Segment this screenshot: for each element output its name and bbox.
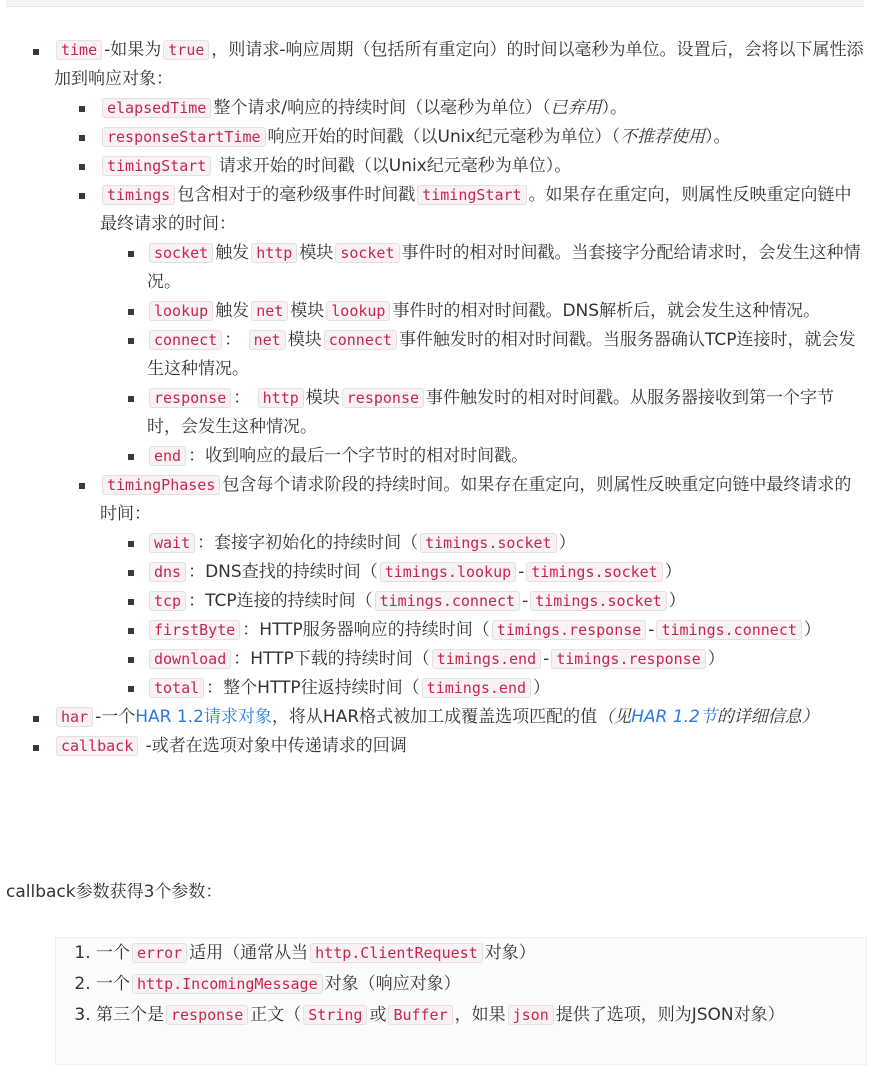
inline-code: timings (102, 185, 175, 205)
list-item-timingphases: timingPhases 包含每个请求阶段的持续时间。如果存在重定向，则属性反映重定向链中最终请求的时间： wait ：套接字初始化的持续时间（ timings.socket ） dns ：DNS查找的持续时间（ timings.lookup - timings.socket ） tcp ：TCP连接的持续时间（ timings.connect - timings.socket ） firstByte ：HTTP服务器响应的持续时间（ timings.response - timings.connect ） download ：HTTP下载的持续时间（ timings.end - timings.response ） total ：整个HTTP往返持续时间（ timings.end ） (100, 471, 864, 703)
list-item-connect: connect ： net 模块 connect 事件触发时的相对时间戳。当服务器确认TCP连接时，就会发生这种情况。 (147, 326, 864, 384)
options-list (54, 36, 864, 761)
inline-code: timings.connect (656, 620, 801, 640)
inline-code: timings.socket (526, 562, 662, 582)
inline-code: net (251, 301, 288, 321)
inline-code: dns (149, 562, 186, 582)
inline-code: socket (149, 243, 213, 263)
inline-code: lookup (326, 301, 390, 321)
callback-args-list (56, 938, 866, 1031)
inline-code: callback (56, 736, 138, 756)
inline-code: timings.connect (375, 591, 520, 611)
inline-code: timings.socket (420, 533, 556, 553)
list-item-dns: dns ：DNS查找的持续时间（ timings.lookup - timings.socket ） (147, 558, 864, 587)
inline-code: Buffer (388, 1005, 452, 1025)
inline-code: response (342, 388, 424, 408)
inline-code: timingPhases (102, 475, 220, 495)
inline-code: time (56, 40, 102, 60)
inline-code: timings.socket (530, 591, 666, 611)
inline-code: total (149, 678, 204, 698)
inline-code: net (249, 330, 286, 350)
har-request-link[interactable]: HAR 1.2请求对象 (135, 707, 272, 727)
callback-args-box (55, 937, 867, 1065)
inline-code: har (56, 707, 93, 727)
list-item-total: total ：整个HTTP往返持续时间（ timings.end ） (147, 674, 864, 703)
inline-code: timings.end (432, 649, 541, 669)
inline-code: http.IncomingMessage (132, 974, 323, 994)
list-item-response: response ： http 模块 response 事件触发时的相对时间戳。从服务器接收到第一个字节时，会发生这种情况。 (147, 384, 864, 442)
list-item-download: download ：HTTP下载的持续时间（ timings.end - timings.response ） (147, 645, 864, 674)
inline-code: elapsedTime (102, 98, 211, 118)
inline-code: tcp (149, 591, 186, 611)
inline-code: error (132, 943, 187, 963)
time-properties-list (100, 94, 864, 703)
inline-code: timings.response (551, 649, 706, 669)
inline-code: responseStartTime (102, 127, 266, 147)
inline-code: http (251, 243, 297, 263)
inline-code: lookup (149, 301, 213, 321)
inline-code: timingStart (417, 185, 526, 205)
list-item-har: har -一个HAR 1.2请求对象，将从HAR格式被加工成覆盖选项匹配的值（见HAR 1.2节的详细信息） (54, 703, 864, 732)
inline-code: timings.lookup (380, 562, 516, 582)
list-item-callback: callback -或者在选项对象中传递请求的回调 (54, 732, 864, 761)
har-section-link[interactable]: HAR 1.2节 (631, 707, 717, 727)
timing-phases-list (147, 529, 864, 703)
inline-code: json (508, 1005, 554, 1025)
list-item-lookup: lookup 触发 net 模块 lookup 事件时的相对时间戳。DNS解析后，就会发生这种情况。 (147, 297, 864, 326)
list-item-timingstart: timingStart 请求开始的时间戳（以Unix纪元毫秒为单位）。 (100, 152, 864, 181)
list-item-response-body: 3. 第三个是 response 正文（ String 或 Buffer ，如果 json 提供了选项，则为JSON对象） (96, 1000, 866, 1031)
inline-code: wait (149, 533, 195, 553)
list-item-firstbyte: firstByte ：HTTP服务器响应的持续时间（ timings.response - timings.connect ） (147, 616, 864, 645)
callback-params-paragraph: callback参数获得3个参数： (6, 882, 223, 902)
list-item-incoming-message: 2. 一个 http.IncomingMessage 对象（响应对象） (96, 969, 866, 1000)
list-item-responsestarttime: responseStartTime 响应开始的时间戳（以Unix纪元毫秒为单位）（不推荐使用）。 (100, 123, 864, 152)
list-item-elapsedtime: elapsedTime 整个请求/响应的持续时间（以毫秒为单位）（已弃用）。 (100, 94, 864, 123)
inline-code: firstByte (149, 620, 240, 640)
list-item-end: end ：收到响应的最后一个字节时的相对时间戳。 (147, 442, 864, 471)
inline-code: http.ClientRequest (310, 943, 483, 963)
inline-code: timingStart (102, 156, 211, 176)
inline-code: timings.end (422, 678, 531, 698)
inline-code: response (166, 1005, 248, 1025)
inline-code: String (303, 1005, 367, 1025)
inline-code: connect (149, 330, 222, 350)
inline-code: socket (335, 243, 399, 263)
inline-code: download (149, 649, 231, 669)
inline-code: http (258, 388, 304, 408)
inline-code: response (149, 388, 231, 408)
list-item-tcp: tcp ：TCP连接的持续时间（ timings.connect - timings.socket ） (147, 587, 864, 616)
inline-code: timings.response (492, 620, 647, 640)
inline-code: true (163, 40, 209, 60)
list-item-wait: wait ：套接字初始化的持续时间（ timings.socket ） (147, 529, 864, 558)
inline-code: connect (324, 330, 397, 350)
list-item-timings: timings 包含相对于的毫秒级事件时间戳 timingStart 。如果存在重定向，则属性反映重定向链中最终请求的时间： socket 触发 http 模块 socket 事件时的相对时间戳。当套接字分配给请求时，会发生这种情况。 lookup 触发 net 模块 lookup 事件时的相对时间戳。DNS解析后，就会发生这种情况。 connect ： net 模块 connect 事件触发时的相对时间戳。当服务器确认TCP连接时，就会发生这种情况。 response ： http 模块 response 事件触发时的相对时间戳。从服务器接收到第一个字节时，会发生这种情况。 end ：收到响应的最后一个字节时的相对时间戳。 (100, 181, 864, 471)
list-item-socket: socket 触发 http 模块 socket 事件时的相对时间戳。当套接字分配给请求时，会发生这种情况。 (147, 239, 864, 297)
timings-list (147, 239, 864, 471)
top-divider-bar (6, 0, 864, 7)
list-item-error: 1. 一个 error 适用（通常从当 http.ClientRequest 对象） (96, 938, 866, 969)
list-item-time: time -如果为 true ，则请求-响应周期（包括所有重定向）的时间以毫秒为单位。设置后，会将以下属性添加到响应对象： elapsedTime 整个请求/响应的持续时间（以毫秒为单位）（已弃用）。 responseStartTime 响应开始的时间戳（以Unix纪元毫秒为单位）（不推荐使用）。 timingStart 请求开始的时间戳（以Unix纪元毫秒为单位）。 timings 包含相对于的毫秒级事件时间戳 timingStart 。如果存在重定向，则属性反映重定向链中最终请求的时间： socket 触发 http 模块 socket 事件时的相对时间戳。当套接字分配给请求时，会发生这种情况。 lookup 触发 net 模块 lookup 事件时的相对时间戳。DNS解析后，就会发生这种情况。 connect ： net 模块 connect 事件触发时的相对时间戳。当服务器确认TCP连接时，就会发生这种情况。 response ： http 模块 response 事件触发时的相对时间戳。从服务器接收到第一个字节时，会发生这种情况。 end ：收到响应的最后一个字节时的相对时间戳。 timingPhases 包含每个请求阶段的持续时间。如果存在重定向，则属性反映重定向链中最终请求的时间： wait ：套接字初始化的持续时间（ timings.socket ） dns ：DNS查找的持续时间（ timings.lookup - timings.socket ） tcp ：TCP连接的持续时间（ timings.connect - timings.socket ） firstByte ：HTTP服务器响应的持续时间（ timings.response - timings.connect ） download ：HTTP下载的持续时间（ timings.end - timings.response ） total ：整个HTTP往返持续时间（ timings.end ） (54, 36, 864, 703)
inline-code: end (149, 446, 186, 466)
